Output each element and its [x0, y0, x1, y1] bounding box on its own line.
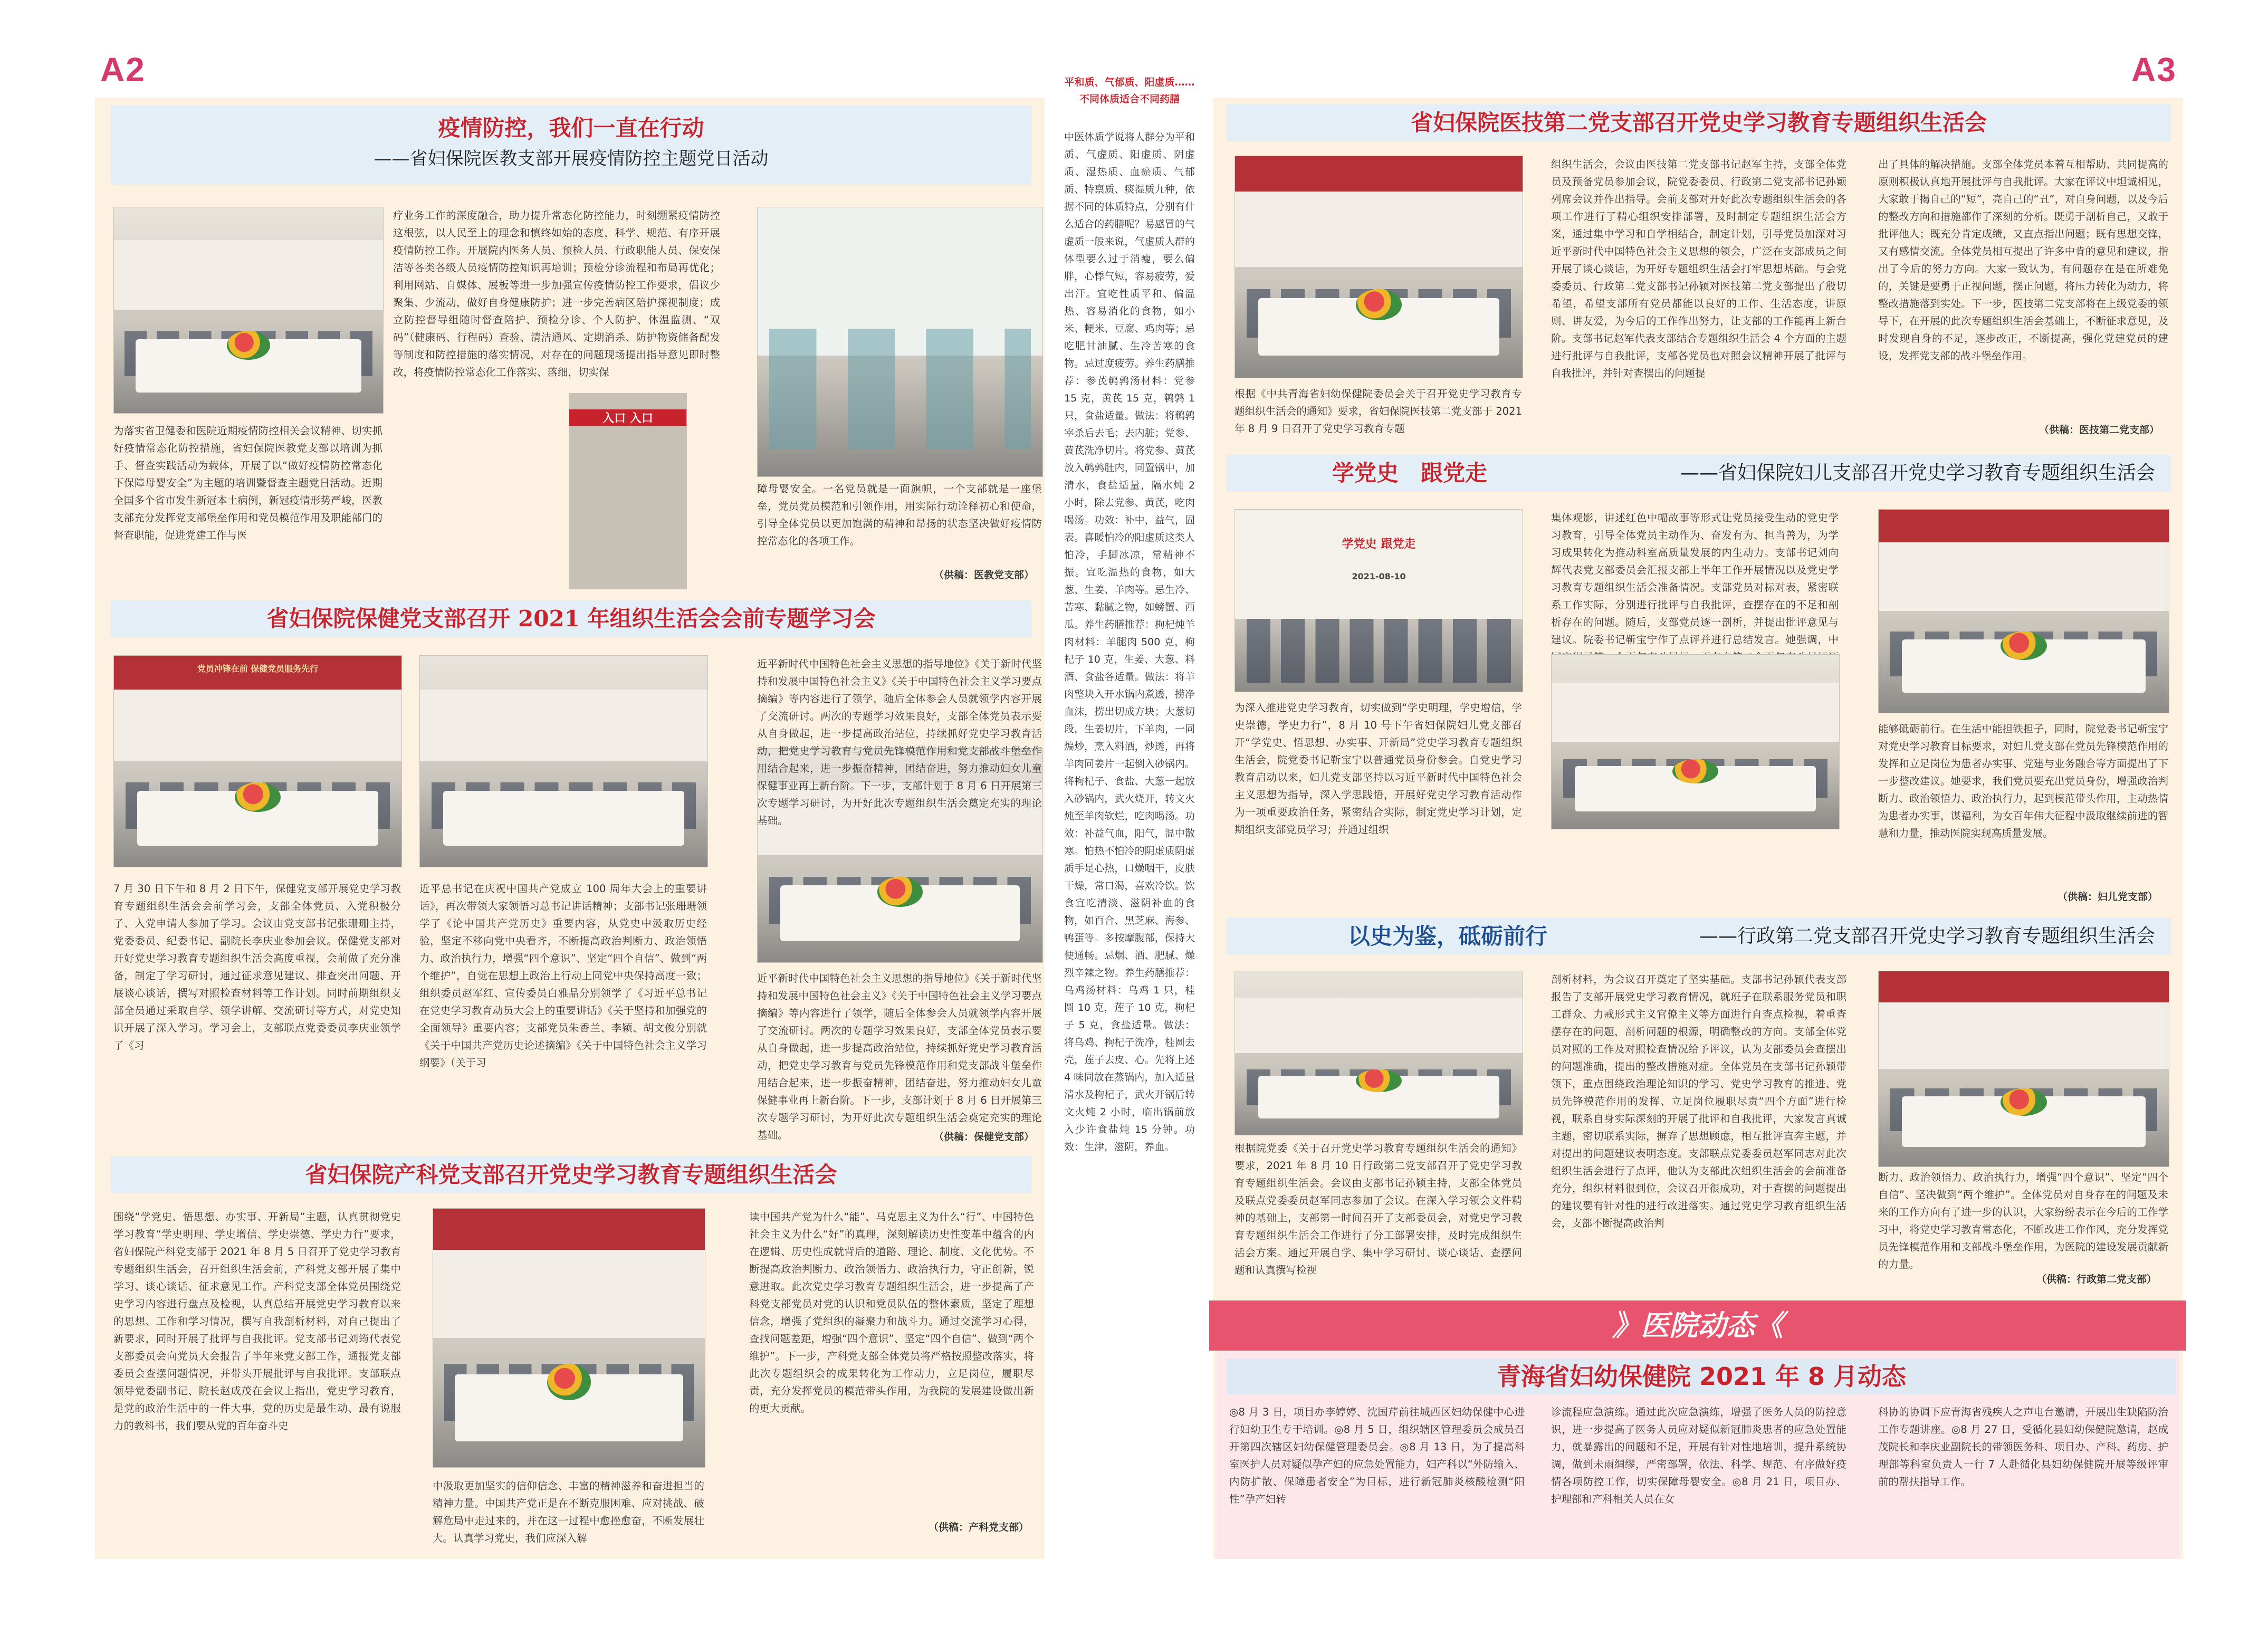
text-column: 近平新时代中国特色社会主义思想的指导地位》《关于新时代坚持和发展中国特色社会主义》《关于中国特色社会主义学习要点摘编》等内容进行了领学，随后全体参会人员就领学内容开展了交流研讨。两次的专题学习效果良好，支部全体党员表示要从自身做起，进一步提高政治站位，持续抓好党史学习教育活动，把党史学习教育与党员先锋模范作用和党支部战斗堡垒作用结合起来，进一步振奋精神，团结奋进，努力推动妇女儿童保健事业再上新台阶。下一步，支部计划于 8 月 6 日开展第三次专题学习研讨，为开好此次专题组织生活会奠定充实的理论基础。 — [757, 972, 1042, 1141]
text-column: 中汲取更加坚实的信仰信念、丰富的精神滋养和奋进担当的精神力量。中国共产党正是在不断克服困难、应对挑战、破解危局中走过来的，并在这一过程中愈挫愈奋，不断发展壮大。认真学习党史，我们应深入解 — [433, 1480, 704, 1544]
photo-women-children-meeting — [1551, 654, 1840, 829]
text-column: 疗业务工作的深度融合，助力提升常态化防控能力，时刻绷紧疫情防控这根弦，以人民至上的理念和慎终如始的态度，科学、规范、有序开展疫情防控工作。开展院内医务人员、预检人员、行政职能人员、保安保洁等各类各级人员疫情防控知识再培训；预检分诊流程和布局再优化；利用网站、自媒体、展板等进一步加强宣传疫情防控工作要求，倡议少聚集、少流动，做好自身健康防护；进一步完善病区陪护探视制度；成立防控督导组随时督查陪护、预检分诊、个人防护、体温监测、“双码”（健康码、行程码）查验、清洁通风、定期消杀、防护物资储备配发等制度和防控措施的落实情况，对存在的问题现场提出指导意见即时整改，将疫情防控常态化工作落实、落细，切实保 — [393, 209, 720, 378]
article-title: 以史为鉴，砥砺前行 — [1348, 923, 1548, 949]
text-column: 集体观影，讲述红色中幅故事等形式让党员接受生动的党史学习教育，引导全体党员主动作为、奋发有为、担当善为，为学习成果转化为推动科室高质量发展的内生动力。支部书记刘向辉代表党支部委员会汇报支部上半年工作开展情况以及党史学习教育专题组织生活会准备情况。支部党员对标对表，紧密联系工作实际，分别进行批评与自我批评，查摆存在的不足和剖析存在的问题。随后，支部党员逐一剖析，并提出批评意见与建议。院委书记靳宝宁作了点评并进行总结发言。她强调，中 — [1551, 512, 1839, 646]
photo-admin-discussion — [1878, 971, 2169, 1167]
article-title: 省妇保院产科党支部召开党史学习教育专题组织生活会 — [305, 1162, 837, 1188]
photo-admin-meeting — [1235, 971, 1523, 1135]
text-column: 近平总书记在庆祝中国共产党成立 100 周年大会上的重要讲话》，再次带领大家领悟习总书记讲话精神；支部书记张珊珊领学了《论中国共产党历史》重要内容，从党史中汲取历史经验，坚定不移向党中央看齐，不断提高政治判断力、政治领悟力、政治执行力，增强“四个意识”、坚定“四个自信”、做到“两个维护”，自觉在思想上政治上行动上同党中央保持高度一致；组织委员赵军红、宣传委员白雅晶分别领学了《习近平总书记在党史学习教育动员大会上的重要讲话》《关于坚持和加强党的全面领导》重要内容；支部党员朱香兰、李颖、胡文俊分别就《关于中国共产党历史论述摘编》《关于中国特色社会主义学习纲要》（关于习 — [419, 883, 707, 1069]
text-column: 为落实省卫健委和医院近期疫情防控相关会议精神、切实抓好疫情常态化防控措施，省妇保院医教党支部以培训为抓手、督查实践活动为载体，开展了以“做好疫情防控常态化下保障母婴安全”为主题的培训暨督查主题党日活动。近期全国多个省市发生新冠本土病例，新冠疫情形势严峻，医教支部充分发挥党支部堡垒作用和党员模范作用及职能部门的督查职能，促进党建工作与医 — [113, 425, 382, 541]
photo-women-children-group: 学党史 跟党走 2021-08-10 — [1235, 509, 1523, 692]
text-column: 近平新时代中国特色社会主义思想的指导地位》《关于新时代坚持和发展中国特色社会主义》《关于中国特色社会主义学习要点摘编》等内容进行了领学，随后全体参会人员就领学内容开展了交流研讨。两次的专题学习效果良好，支部全体党员表示要从自身做起，进一步提高政治站位，持续抓好党史学习教育活动，把党史学习教育与党员先锋模范作用和党支部战斗堡垒作用结合起来，进一步振奋精神，团结奋进，努力推动妇女儿童保健事业再上新台阶。下一步，支部计划于 8 月 6 日开展第三次专题学习研讨，为开好此次专题组织生活会奠定充实的理论基础。 — [757, 658, 1042, 827]
news-column: 科协的协调下应青海省残疾人之声电台邀请，开展出生缺陷防治工作专题讲座。◎8 月 27 日，受循化县妇幼保健院邀请，赵成茂院长和李庆业副院长的带领医务科、项目办、产科、药房、护理部等科室负责人一行 7 人赴循化县妇幼保健院开展等级评审前的帮扶指导工作。 — [1878, 1406, 2168, 1488]
article-title: 省妇保院医技第二党支部召开党史学习教育专题组织生活会 — [1410, 110, 1987, 136]
text-column: 剖析材料，为会议召开奠定了坚实基础。支部书记孙颖代表支部报告了支部开展党史学习教育情况，就班子在联系服务党员和职工群众、力戒形式主义官僚主义等方面进行自查点检视，着重查摆存在的问题，剖析问题的根源，明确整改的方向。支部全体党员对照的工作及对照检查情况给予评议，认为支部委员会查摆出的问题准确，提出的整改措施对症。全体党员在支部书记孙颖带领下，重点围绕政治理论知识的学习、党史学习教育的推进、党员先锋模范作用的发挥、立足岗位履职尽责“四个方面”进行检视，联系自身实际深刻的开展了批评和自我批评，大家发言真诚主题，密切联系实际，摒弃了思想顾虑，相互批评直奔主题，并对提出的问题建议表明态度。支部联点党委委员赵军同志对此次组织生活会进行了点评，他认为支部此次组织生活会的会前准备充分，组织材料很到位，会议召开很成功，对于查摆的问题提出的建议要有针对性的进行改进落实。通过党史学习教育组织生活会，支部不断提高政治判 — [1551, 973, 1846, 1229]
photo-obstetrics-meeting — [433, 1208, 705, 1468]
page-label-a2: A2 — [100, 51, 146, 89]
article-header-epidemic — [111, 106, 1031, 185]
news-column: ◎8 月 3 日，项目办李婷婷、沈国芹前往城西区妇幼保健中心进行妇幼卫生专干培训。◎8 月 5 日，组织辖区管理委员会成员召开第四次辖区妇幼保健管理委员会。◎8 月 13 日，为了提高科室医护人员对疑似孕产妇的应急处置能力，妇产科以“外防输入、内防扩散、保障患者安全”为目标，进行新冠肺炎核酸检测“阳性”孕产妇转 — [1229, 1406, 1525, 1505]
text-column: 障母婴安全。一名党员就是一面旗帜，一个支部就是一座堡垒，党员党员模范和引领作用，用实际行动诠释初心和使命，引导全体党员以更加饱满的精神和昂扬的状态坚决做好疫情防控常态化的各项工作。 — [757, 483, 1042, 547]
source-credit: （供稿：行政第二党支部） — [2036, 1274, 2157, 1285]
article-header-medtech — [1227, 104, 2171, 141]
text-column: 读中国共产党为什么“能”、马克思主义为什么“行”、中国特色社会主义为什么“好”的真理，深刻解读历史性变革中蕴含的内在逻辑、历史性成就背后的道路、理论、制度、文化优势。不断提高政治判断力、政治领悟力、政治执行力，守正创新，锐意进取。此次党史学习教育专题组织生活会，进一步提高了产科党支部党员对党的认识和党员队伍的整体素质，坚定了理想信念，增强了党组织的凝聚力和战斗力。通过交流学习心得，查找问题差距，增强“四个意识”、坚定“四个自信”、做到“两个维护”。下一步，产科党支部全体党员将严格按照整改落实，将此次专题组织会的成果转化为工作动力，立足岗位，履职尽责，充分发挥党员的模范带头作用，为我院的发展建设做出新的更大贡献。 — [749, 1211, 1034, 1414]
text-column: 断力、政治领悟力、政治执行力，增强“四个意识”、坚定“四个自信”、坚决做到“两个维护”。全体党员对自身存在的问题及未来的工作方向有了进一步的认识，大家纷纷表示在今后的工作学习中，将党史学习教育常态化，不断改进工作作风，充分发挥党员先锋模范作用和支部战斗堡垒作用，为医院的建设发展贡献新的力量。 — [1878, 1171, 2168, 1270]
article-title: 学党史 跟党走 — [1332, 460, 1488, 486]
text-column: 根据院党委《关于召开党史学习教育专题组织生活会的通知》要求，2021 年 8 月 10 日行政第二党支部召开了党史学习教育专题组织生活会。会议由支部书记孙颖主持，支部全体党员及联点党委委员赵军同志参加了会议。在深入学习领会文件精神的基础上，支部第一时间召开了支部委员会，对党史学习教育专题组织生活会工作进行了分工部署安排，及时完成组织生活会方案。通过开展自学、集中学习研讨、谈心谈话、查摆问题和认真撰写检视 — [1235, 1142, 1522, 1276]
text-column: 为深入推进党史学习教育，切实做到“学史明理，学史增信，学史崇德，学史力行”，8 月 10 号下午省妇保院妇儿党支部召开“学党史、悟思想、办实事、开新局”党史学习教育专题组织生活会，院党委书记靳宝宁以普通党员身份参会。自党史学习教育启动以来，妇儿党支部坚持以习近平新时代中国特色社会主义思想为指导，深入学思践悟，开展好党史学习教育活动作为一项重要政治任务，紧密结合实际，制定党史学习计划，定期组织支部党员学习；并通过组织 — [1235, 702, 1522, 836]
source-credit: （供稿：妇儿党支部） — [2058, 891, 2158, 903]
medicinal-diet-column — [1064, 74, 1195, 1553]
text-column: 能够砥砺前行。在生活中能担铁担子，同时，院党委书记靳宝宁对党史学习教育目标要求，对妇儿党支部在党员先锋模范作用的发挥和立足岗位为患者办实事、党建与业务融合等方面提出了下一步整改建议。她要求，我们党员要充出党员身份，增强政治判断力、政治领悟力、政治执行力，起到模范带头作用，主动热情为患者办实事，谋福利，为女百年伟大征程中汲取继续前进的智慧和力量，推动医院实现高质量发展。 — [1878, 723, 2168, 839]
hospital-news-header: 青海省妇幼保健院 2021 年 8 月动态 — [1227, 1359, 2176, 1394]
photo-meeting-room — [113, 207, 384, 414]
column-text: 中医体质学说将人群分为平和质、气虚质、阳虚质、阴虚质、湿热质、血瘀质、气郁质、特禀质、痰湿质九种，依据不同的体质特点，分别有什么适合的药膳呢？易感冒的气虚质一般来说，气虚质人群的体型要么过于消瘦，要么偏胖，心悸气短，容易疲劳，爱出汗。宜吃性质平和、偏温热、容易消化的食物，如小米、粳米、豆腐、鸡肉等；忌吃肥甘油腻、生冷苦寒的食物。忌过度疲劳。养生药膳推荐：参芪鹌鹑汤材料：党参 15 克，黄芪 15 克，鹌鹑 1 只，食盐适量。做法：将鹌鹑宰杀后去毛；去内脏；党参、黄芪洗净切片。将党参、黄芪放入鹌鹑肚内，同置锅中，加清水，食盐适量，隔水炖 2 小时，除去党参、黄芪，吃肉喝汤。功效：补中，益气，固表。喜暖怕冷的阳虚质这类人怕冷，手脚冰凉，常精神不振。宜吃温热的食物，如大葱、生姜、羊肉等。忌生冷、苦寒、黏腻之物，如螃蟹、西瓜。养生药膳推荐：枸杞炖羊肉材料：羊腿肉 500 克，枸杞子 10 克，生姜、大葱、料酒、食盐各适量。做法：将羊肉整块入开水锅内煮透，捞净血沫，捞出切成方块；大葱切段，生姜切片，下羊肉，一同煸炒，烹入料酒，炒透，再将羊肉同姜片一起倒入砂锅内。将枸杞子、食盐、大葱一起放入砂锅内，武火烧开，转文火炖至羊肉软烂，吃肉喝汤。功效：补益气血，阳气，温中散寒。怕热不怕冷的阴虚质阴虚质手足心热，口燥咽干，皮肤干燥，常口渴，喜欢冷饮。饮食宜吃清淡、滋阴补血的食物，如百合、黑芝麻、海参、鸭蛋等。多按摩腹部，保持大便通畅。忌烟、酒、肥腻、燥烈辛辣之物。养生药膳推荐：乌鸡汤材料：乌鸡 1 只，桂圆 10 克，莲子 10 克，枸杞子 5 克，食盐适量。做法：将乌鸡、枸杞子洗净，桂圆去壳，莲子去皮、心。先将上述 4 味同放在蒸锅内，加入适量清水及枸杞子，武火开锅后转文火炖 2 小时，临出锅前放入少许食盐炖 15 分钟。功效：生津，滋阴，养血。 — [1064, 131, 1195, 1153]
source-credit: （供稿：医技第二党支部） — [2039, 424, 2160, 436]
photo-entrance-gate: 入口 入口 — [569, 393, 687, 589]
source-credit: （供稿：保健党支部） — [934, 1131, 1035, 1143]
news-column: 诊流程应急演练。通过此次应急演练，增强了医务人员的防控意识，进一步提高了医务人员应对疑似新冠肺炎患者的应急处置能力，就暴露出的问题和不足，开展有针对性地培训，提升系统协调，做到未雨绸缪，严密部署，依法、科学、规范、有序做好疫情各项防控工作，切实保障母婴安全。◎8 月 21 日，项目办、护理部和产科相关人员在女 — [1551, 1406, 1846, 1505]
page-label-a3: A3 — [2131, 51, 2177, 89]
article-header-health-branch — [111, 600, 1031, 637]
photo-nurses-ward — [757, 207, 1043, 477]
article-subtitle: ——行政第二党支部召开党史学习教育专题组织生活会 — [1699, 925, 2155, 947]
column-headline: 平和质、气郁质、阳虚质……不同体质适合不同药膳 — [1064, 76, 1195, 105]
article-title: 省妇保院保健党支部召开 2021 年组织生活会会前专题学习会 — [266, 606, 876, 632]
article-header-women-children — [1227, 455, 2171, 492]
photo-women-children-discussion — [1878, 509, 2169, 713]
text-column: 组织生活会，会议由医技第二党支部书记赵军主持，支部全体党员及预备党员参加会议，院党委委员、行政第二党支部书记孙颖列席会议并作出指导。会前支部对开好此次专题组织生活会的各项工作进行了精心组织安排部署，及时制定专题组织生活会方案，通过集中学习和自学相结合，制定计划，引导党员加深对习近平新时代中国特色社会主义思想的领会，广泛在支部成员之间开展了谈心谈话，为开好专题组织生活会打牢思想基础。与会党委委员、行政第二党支部书记孙颖对医技第二党支部提出了殷切希望，希望支部所有党员都能以良好的工作、生活态度，讲原则、讲友爱，为今后的工作作出努力，让支部的工作能再上新台阶。支部书记赵军代表支部结合专题组织生活会 4 个方面的主题进行批评与自我批评，支部各党员也对照会议精神开展了批评与自我批评，并针对查摆出的问题提 — [1551, 158, 1846, 379]
article-subtitle: ——省妇保院妇儿支部召开党史学习教育专题组织生活会 — [1680, 462, 2155, 484]
photo-study-session — [419, 655, 708, 867]
text-column: 7 月 30 日下午和 8 月 2 日下午，保健党支部开展党史学习教育专题组织生活会会前学习会，支部全体党员、入党积极分子、入党申请人参加了学习。会议由党支部书记张珊珊主持，党委委员、纪委书记、副院长李庆业参加会议。保健党支部对开好党史学习教育专题组织生活会高度重视，会前做了充分准备，制定了学习研讨，通过征求意见建议、排查突出问题、开展谈心谈话，撰写对照检查材料等工作计划。同时前期组织支部全员通过采取自学、领学讲解、交流研讨等方式，对党史知识开展了深入学习。学习会上，支部联点党委委员李庆业领学了《习 — [113, 883, 401, 1051]
article-subtitle: ——省妇保院医教支部开展疫情防控主题党日活动 — [374, 148, 769, 169]
article-header-admin-branch — [1227, 918, 2171, 955]
text-column: 围绕“学党史、悟思想、办实事、开新局”主题，认真贯彻党史学习教育“学史明理、学史增信、学史崇德、学史力行”要求，省妇保院产科党支部于 2021 年 8 月 5 日召开了党史学习教育专题组织生活会，召开组织生活会前，产科党支部开展了集中学习、谈心谈话、征求意见工作。产科党支部全体党员围绕党史学习内容进行盘点及检视，认真总结开展党史学习教育以来的思想、工作和学习情况，撰写自我剖析材料，对自己提出了新要求，同时开展了批评与自我批评。党支部书记刘筠代表党支部委员会向党员大会报告了半年来党支部工作，通报党支部委员会查摆问题情况，并带头开展批评与自我批评。支部联点领导党委副书记、院长赵成茂在会议上指出，党史学习教育，是党的政治生活中的一件大事，党的历史是最生动、最有说服力的教科书，我们要从党的百年奋斗史 — [113, 1211, 401, 1432]
source-credit: （供稿：医教党支部） — [934, 569, 1035, 581]
text-column: 出了具体的解决措施。支部全体党员本着互相帮助、共同提高的原则积极认真地开展批评与自我批评。大家在评议中坦诚相见，大家敢于揭自己的“短”，亮自己的“丑”，对自身问题，以及今后的整改方向和措施都作了深刻的分析。既勇于剖析自己，又敢于批评他人；既充分肯定成绩，又直点指出问题；既有思想交锋，又有感情交流。全体党员相互提出了许多中肯的意见和建议，指出了今后的努力方向。大家一致认为，有问题存在是在所难免的，关键是要勇于正视问题，摆正问题，将压力转化为动力，将整改措施落到实处。下一步，医技第二党支部将在上级党委的领导下，在开展的此次专题组织生活会基础上，不断征求意见，及时发现自身的不足，逐步改正，不断提高，强化党建党员的建设，发挥党支部的战斗堡垒作用。 — [1878, 158, 2168, 362]
article-header-obstetrics — [111, 1156, 1031, 1193]
source-credit: （供稿：产科党支部） — [929, 1522, 1029, 1533]
hospital-news-banner: 》医院动态《 — [1209, 1300, 2186, 1351]
photo-medtech-meeting — [1235, 156, 1523, 378]
text-column: 根据《中共青海省妇幼保健院委员会关于召开党史学习教育专题组织生活会的通知》要求，省妇保院医技第二党支部于 2021 年 8 月 9 日召开了党史学习教育专题 — [1235, 388, 1522, 435]
article-title: 疫情防控，我们一直在行动 — [438, 115, 704, 141]
photo-meeting-table: 党员冲锋在前 保健党员服务先行 — [113, 655, 402, 867]
